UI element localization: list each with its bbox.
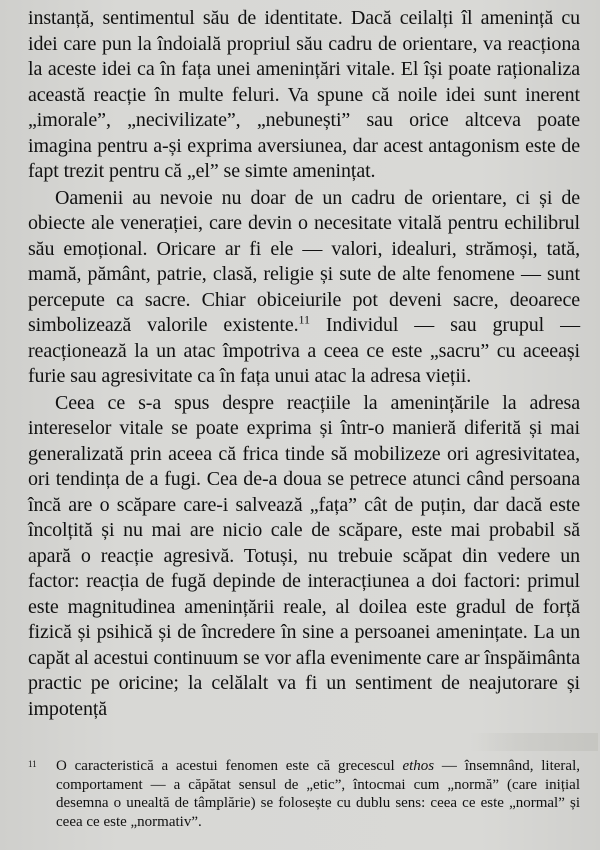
footnote-text-part: — însemnând, literal, comportament — a căpătat sensul de „etic”, întocmai cum „normă” (care inițial desemna o unealtă de tâmplărie) se folosește cu dublu sens: ceea ce este „normal” și ceea ce este „normativ”. xyxy=(56,758,580,830)
footnote-reference[interactable]: 11 xyxy=(298,312,310,327)
footnotes xyxy=(28,757,580,831)
body-text xyxy=(28,6,580,722)
footnote-11 xyxy=(28,757,580,831)
paragraph-2 xyxy=(28,186,580,390)
paragraph-1: instanță, sentimentul său de identitate. Dacă ceilalți îl amenință cu idei care pun la îndoială propriul său cadru de orientare, va reacționa la aceste idei ca în fața unei amenințări vitale. El își poate raționaliza această reacție în multe feluri. Va spune că noile idei sunt inerent „imorale”, „necivilizate”, „nebunești” sau orice altceva poate imagina pentru a-și exprima aversiunea, dar acest antagonism este de fapt trezit pentru că „el” se simte amenințat. xyxy=(28,7,580,182)
footnote-number: 11 xyxy=(28,759,37,769)
footnote-italic-term: ethos xyxy=(402,758,435,774)
footnote-text xyxy=(56,757,580,831)
paragraph-2-text-cont: Individul — sau grupul — reacționează la un atac împotriva a ceea ce este „sacru” cu aceeași furie sau agresivitate ca în fața unui atac la adresa vieții. xyxy=(28,314,580,387)
bleed-through-shadow xyxy=(470,733,598,751)
paragraph-2-text: Oamenii au nevoie nu doar de un cadru de orientare, ci și de obiecte ale venerației, care devin o necesitate vitală pentru echilibrul său emoțional. Oricare ar fi ele — valori, idealuri, strămoși, tată, mamă, pământ, patrie, clasă, religie și sute de alte fenomene — sunt percepute ca sacre. Chiar obiceiurile pot deveni sacre, deoarece simbolizează valorile existente. xyxy=(28,186,580,336)
footnote-text-part: O caracteristică a acestui fenomen este că grecescul xyxy=(56,758,403,774)
paragraph-3: Ceea ce s-a spus despre reacțiile la amenințările la adresa intereselor vitale se poate exprima și într-o manieră diferită și mai generalizată prin aceea că frica tinde să mobilizeze ori agresivitatea, ori tendința de a fugi. Cea de-a doua se petrece atunci când persoana încă are o scăpare care-i salvează „fața” cât de puțin, dar dacă este încolțită și nu mai are nicio cale de scăpare, este mai probabil să apară o reacție agresivă. Totuși, nu trebuie scăpat din vedere un factor: reacția de fugă depinde de interacțiunea a doi factori: primul este magnitudinea amenințării reale, al doilea este gradul de forță fizică și psihică și de încredere în sine a persoanei amenințate. La un capăt al acestui continuum se vor afla evenimente care ar înspăimânta practic pe oricine; la celălalt va fi un sentiment de neajutorare și impotență xyxy=(28,391,580,720)
